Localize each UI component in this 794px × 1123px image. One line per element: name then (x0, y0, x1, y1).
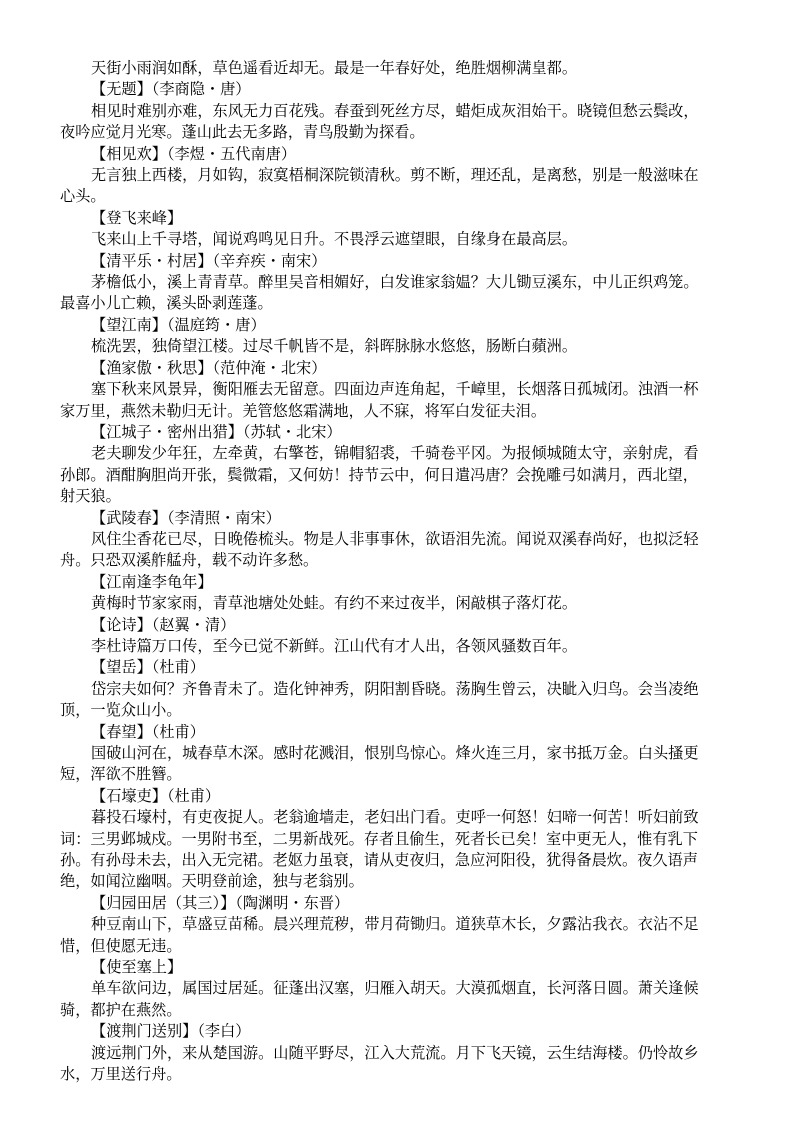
poem-entry (60, 251, 741, 315)
poem-title: 【归园田居（其三）】 (91, 893, 236, 912)
poem-text-line: 梳洗罢，独倚望江楼。过尽千帆皆不是，斜晖脉脉水悠悠，肠断白蘋洲。 (91, 337, 577, 356)
poem-heading (91, 358, 741, 379)
poem-entry (60, 657, 741, 721)
poem-entry (91, 615, 741, 658)
poem-text-line: 孙。有孙母未去，出入无完裙。老妪力虽衰，请从吏夜归，急应河阳役，犹得备晨炊。夜久语声 (60, 851, 698, 870)
poem-text-line: 心头。 (60, 187, 106, 206)
poem-text-line: 词：三男邺城戍。一男附书至，二男新战死。存者且偷生，死者长已矣！室中更无人，惟有乳下 (60, 829, 698, 848)
poem-text-line: 暮投石壕村，有吏夜捉人。老翁逾墙走，老妇出门看。吏呼一何怒！妇啼一何苦！听妇前致 (91, 808, 699, 827)
poem-author: （苏轼・北宋） (242, 422, 342, 441)
poem-entry (91, 315, 741, 358)
poem-heading (91, 422, 741, 443)
poem-title: 【武陵春】 (91, 508, 167, 527)
poem-title: 【春望】 (91, 722, 152, 741)
poem-heading (91, 1021, 741, 1042)
poem-heading (91, 208, 741, 229)
poem-title: 【江南逢李龟年】 (91, 572, 213, 591)
poem-author: （温庭筠・唐） (166, 315, 266, 334)
poem-heading (91, 615, 741, 636)
poem-title: 【相见欢】 (91, 144, 167, 163)
poem-text-line: 飞来山上千寻塔，闻说鸡鸣见日升。不畏浮云遮望眼，自缘身在最高层。 (91, 230, 577, 249)
poem-text-line: 天街小雨润如酥，草色遥看近却无。最是一年春好处，绝胜烟柳满皇都。 (91, 59, 577, 77)
poem-text-line: 舟。只恐双溪舴艋舟，载不动许多愁。 (60, 551, 319, 570)
poem-title: 【渔家傲・秋思】 (91, 358, 213, 377)
poem-heading (91, 315, 741, 336)
poem-entry (91, 572, 741, 615)
poem-author: （范仲淹・北宋） (212, 358, 327, 377)
poem-text-line: 岱宗夫如何？齐鲁青未了。造化钟神秀，阴阳割昏晓。荡胸生曾云，决眦入归鸟。会当凌绝 (91, 679, 699, 698)
poem-text-line: 短，浑欲不胜簪。 (60, 765, 182, 784)
poem-text-line: 最喜小儿亡赖，溪头卧剥莲蓬。 (60, 294, 273, 313)
poem-title: 【论诗】 (91, 615, 152, 634)
poem-heading (91, 893, 741, 914)
poem-title: 【清平乐・村居】 (91, 251, 213, 270)
poem-heading (91, 786, 741, 807)
poem-text-line: 李杜诗篇万口传，至今已觉不新鲜。江山代有才人出，各领风骚数百年。 (91, 636, 577, 655)
poem-heading (91, 957, 741, 978)
poem-text-line: 水，万里送行舟。 (60, 1065, 182, 1084)
poem-entry (60, 722, 741, 786)
poem-collection (60, 58, 741, 1086)
poem-heading (91, 657, 741, 678)
poem-author: （杜甫） (151, 658, 205, 677)
poem-text-line: 家万里，燕然未勒归无计。羌管悠悠霜满地，人不寐，将军白发征夫泪。 (60, 401, 546, 420)
poem-title: 【石壕吏】 (91, 786, 167, 805)
poem-heading (91, 79, 741, 100)
poem-author: （陶渊明・东晋） (235, 893, 350, 912)
poem-title: 【无题】 (91, 80, 152, 99)
poem-entry (60, 957, 741, 1021)
poem-entry (91, 58, 741, 79)
poem-text-line: 风住尘香花已尽，日晚倦梳头。物是人非事事休，欲语泪先流。闻说双溪春尚好，也拟泛轻 (91, 529, 699, 548)
poem-text-line: 孙郎。酒酣胸胆尚开张，鬓微霜，又何妨！持节云中，何日遣冯唐？会挽雕弓如满月，西北望， (60, 465, 698, 484)
poem-text-line: 黄梅时节家家雨，青草池塘处处蛙。有约不来过夜半，闲敲棋子落灯花。 (91, 594, 577, 613)
poem-title: 【望江南】 (91, 315, 167, 334)
poem-text-line: 无言独上西楼，月如钩，寂寞梧桐深院锁清秋。剪不断，理还乱，是离愁，别是一般滋味在 (91, 166, 699, 185)
poem-entry (60, 1021, 741, 1085)
poem-title: 【登飞来峰】 (91, 208, 183, 227)
poem-heading (91, 572, 741, 593)
poem-author: （杜甫） (166, 786, 221, 805)
poem-title: 【渡荆门送别】 (91, 1022, 198, 1041)
poem-text-line: 射天狼。 (60, 487, 121, 506)
poem-entry (60, 508, 741, 572)
poem-entry (60, 786, 741, 893)
poem-author: （赵翼・清） (151, 615, 236, 634)
poem-text-line: 塞下秋来风景异，衡阳雁去无留意。四面边声连角起，千嶂里，长烟落日孤城闭。浊酒一杯 (91, 380, 699, 399)
poem-title: 【使至塞上】 (91, 958, 183, 977)
poem-text-line: 惜，但使愿无违。 (60, 936, 182, 955)
poem-author: （李白） (197, 1022, 251, 1041)
poem-entry (60, 79, 741, 143)
poem-author: （李商隐・唐） (151, 80, 251, 99)
poem-entry (91, 208, 741, 251)
poem-author: （李煜・五代南唐） (166, 144, 297, 163)
poem-text-line: 骑，都护在燕然。 (60, 1000, 182, 1019)
poem-author: （李清照・南宋） (166, 508, 281, 527)
poem-entry (60, 358, 741, 422)
poem-heading (91, 144, 741, 165)
poem-entry (60, 893, 741, 957)
poem-title: 【望岳】 (91, 658, 152, 677)
poem-author: （杜甫） (151, 722, 205, 741)
poem-text-line: 顶，一览众山小。 (60, 701, 182, 720)
poem-text-line: 茅檐低小，溪上青青草。醉里吴音相媚好，白发谁家翁媪？大儿锄豆溪东，中儿正织鸡笼。 (91, 273, 699, 292)
poem-entry (60, 144, 741, 208)
poem-heading (91, 251, 741, 272)
poem-entry (60, 422, 741, 508)
poem-text-line: 单车欲问边，属国过居延。征蓬出汉塞，归雁入胡天。大漠孤烟直，长河落日圆。萧关逢候 (91, 979, 699, 998)
poem-heading (91, 722, 741, 743)
poem-text-line: 相见时难别亦难，东风无力百花残。春蚕到死丝方尽，蜡炬成灰泪始干。晓镜但愁云鬓改， (91, 101, 699, 120)
poem-heading (91, 508, 741, 529)
poem-text-line: 夜吟应觉月光寒。蓬山此去无多路，青鸟殷勤为探看。 (60, 123, 425, 142)
poem-text-line: 渡远荆门外，来从楚国游。山随平野尽，江入大荒流。月下飞天镜，云生结海楼。仍怜故乡 (91, 1043, 699, 1062)
poem-text-line: 绝，如闻泣幽咽。天明登前途，独与老翁别。 (60, 872, 364, 891)
poem-text-line: 国破山河在，城春草木深。感时花溅泪，恨别鸟惊心。烽火连三月，家书抵万金。白头搔更 (91, 744, 699, 762)
poem-text-line: 老夫聊发少年狂，左牵黄，右擎苍，锦帽貂裘，千骑卷平冈。为报倾城随太守，亲射虎，看 (91, 444, 699, 463)
poem-text-line: 种豆南山下，草盛豆苗稀。晨兴理荒秽，带月荷锄归。道狭草木长，夕露沾我衣。衣沾不足 (91, 915, 699, 934)
poem-author: （辛弃疾・南宋） (212, 251, 327, 270)
poem-title: 【江城子・密州出猎】 (91, 422, 243, 441)
